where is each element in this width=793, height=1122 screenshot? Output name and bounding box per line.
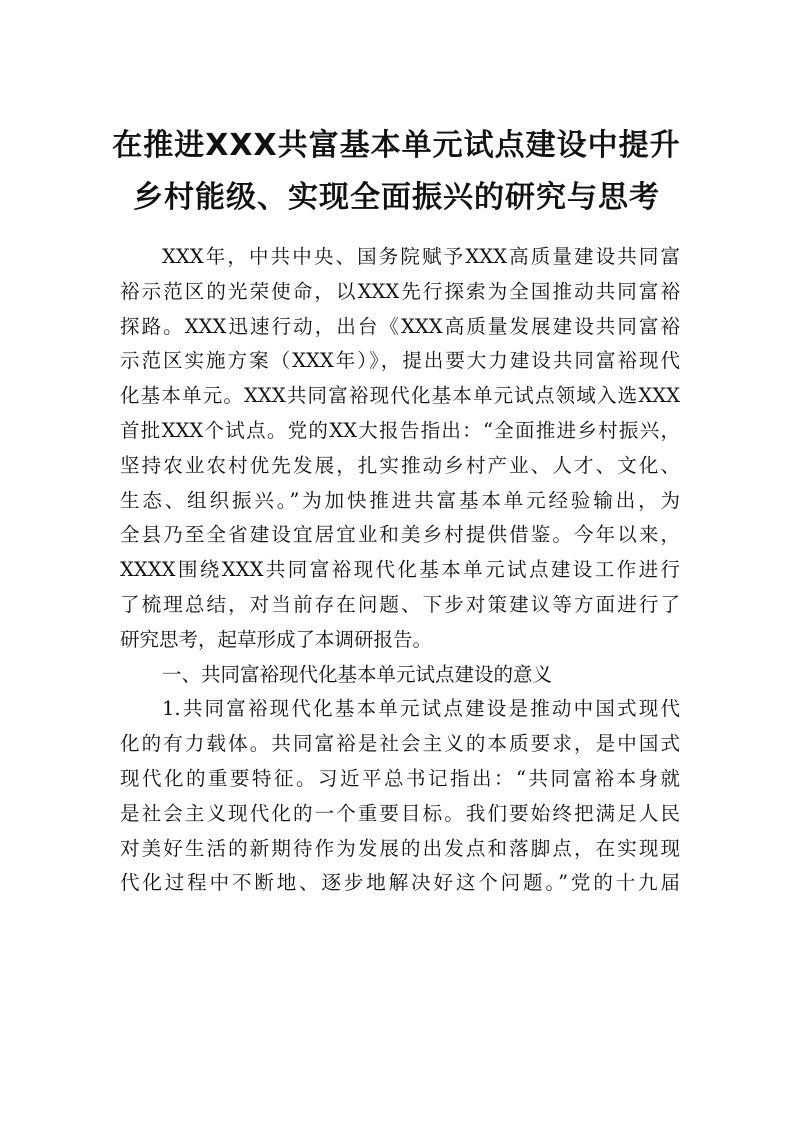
section-heading bbox=[120, 658, 680, 693]
text-line: 首批XXX个试点。党的XX大报告指出：“全面推进乡村振兴， bbox=[120, 418, 680, 442]
text-line: 示范区实施方案（XXX年）》，提出要大力建设共同富裕现代 bbox=[120, 349, 680, 373]
title-line: 在推进XXX共富基本单元试点建设中提升 bbox=[112, 128, 681, 163]
text-line: 化的有力载体。共同富裕是社会主义的本质要求，是中国式 bbox=[120, 732, 680, 756]
text-line: 研究思考，起草形成了本调研报告。 bbox=[120, 627, 433, 651]
text-line: 坚持农业农村优先发展，扎实推动乡村产业、人才、文化、 bbox=[120, 453, 680, 477]
text-line: 化基本单元。XXX共同富裕现代化基本单元试点领域入选XXX bbox=[120, 384, 680, 408]
text-line: 生态、组织振兴。”为加快推进共富基本单元经验输出，为 bbox=[120, 488, 680, 512]
paragraph-intro bbox=[120, 240, 680, 658]
text-line: 代化过程中不断地、逐步地解决好这个问题。”党的十九届 bbox=[120, 871, 680, 895]
heading-line: 一、共同富裕现代化基本单元试点建设的意义 bbox=[162, 662, 553, 686]
text-line: 1.共同富裕现代化基本单元试点建设是推动中国式现代 bbox=[162, 697, 680, 721]
text-line: 现代化的重要特征。习近平总书记指出：“共同富裕本身就 bbox=[120, 766, 680, 790]
document-title bbox=[110, 120, 683, 224]
text-line: 对美好生活的新期待作为发展的出发点和落脚点，在实现现 bbox=[120, 836, 680, 860]
title-line: 乡村能级、实现全面振兴的研究与思考 bbox=[133, 180, 660, 215]
text-line: 了梳理总结，对当前存在问题、下步对策建议等方面进行了 bbox=[120, 592, 680, 616]
document-body bbox=[120, 240, 680, 901]
text-line: 是社会主义现代化的一个重要目标。我们要始终把满足人民 bbox=[120, 801, 680, 825]
text-line: XXXX围绕XXX共同富裕现代化基本单元试点建设工作进行 bbox=[120, 558, 680, 582]
text-line: XXX年，中共中央、国务院赋予XXX高质量建设共同富 bbox=[162, 245, 680, 268]
paragraph-point-1 bbox=[120, 692, 680, 901]
text-line: 全县乃至全省建设宜居宜业和美乡村提供借鉴。今年以来， bbox=[120, 523, 680, 547]
text-line: 探路。XXX迅速行动，出台《XXX高质量发展建设共同富裕 bbox=[120, 314, 680, 338]
text-line: 裕示范区的光荣使命，以XXX先行探索为全国推动共同富裕 bbox=[120, 279, 680, 303]
